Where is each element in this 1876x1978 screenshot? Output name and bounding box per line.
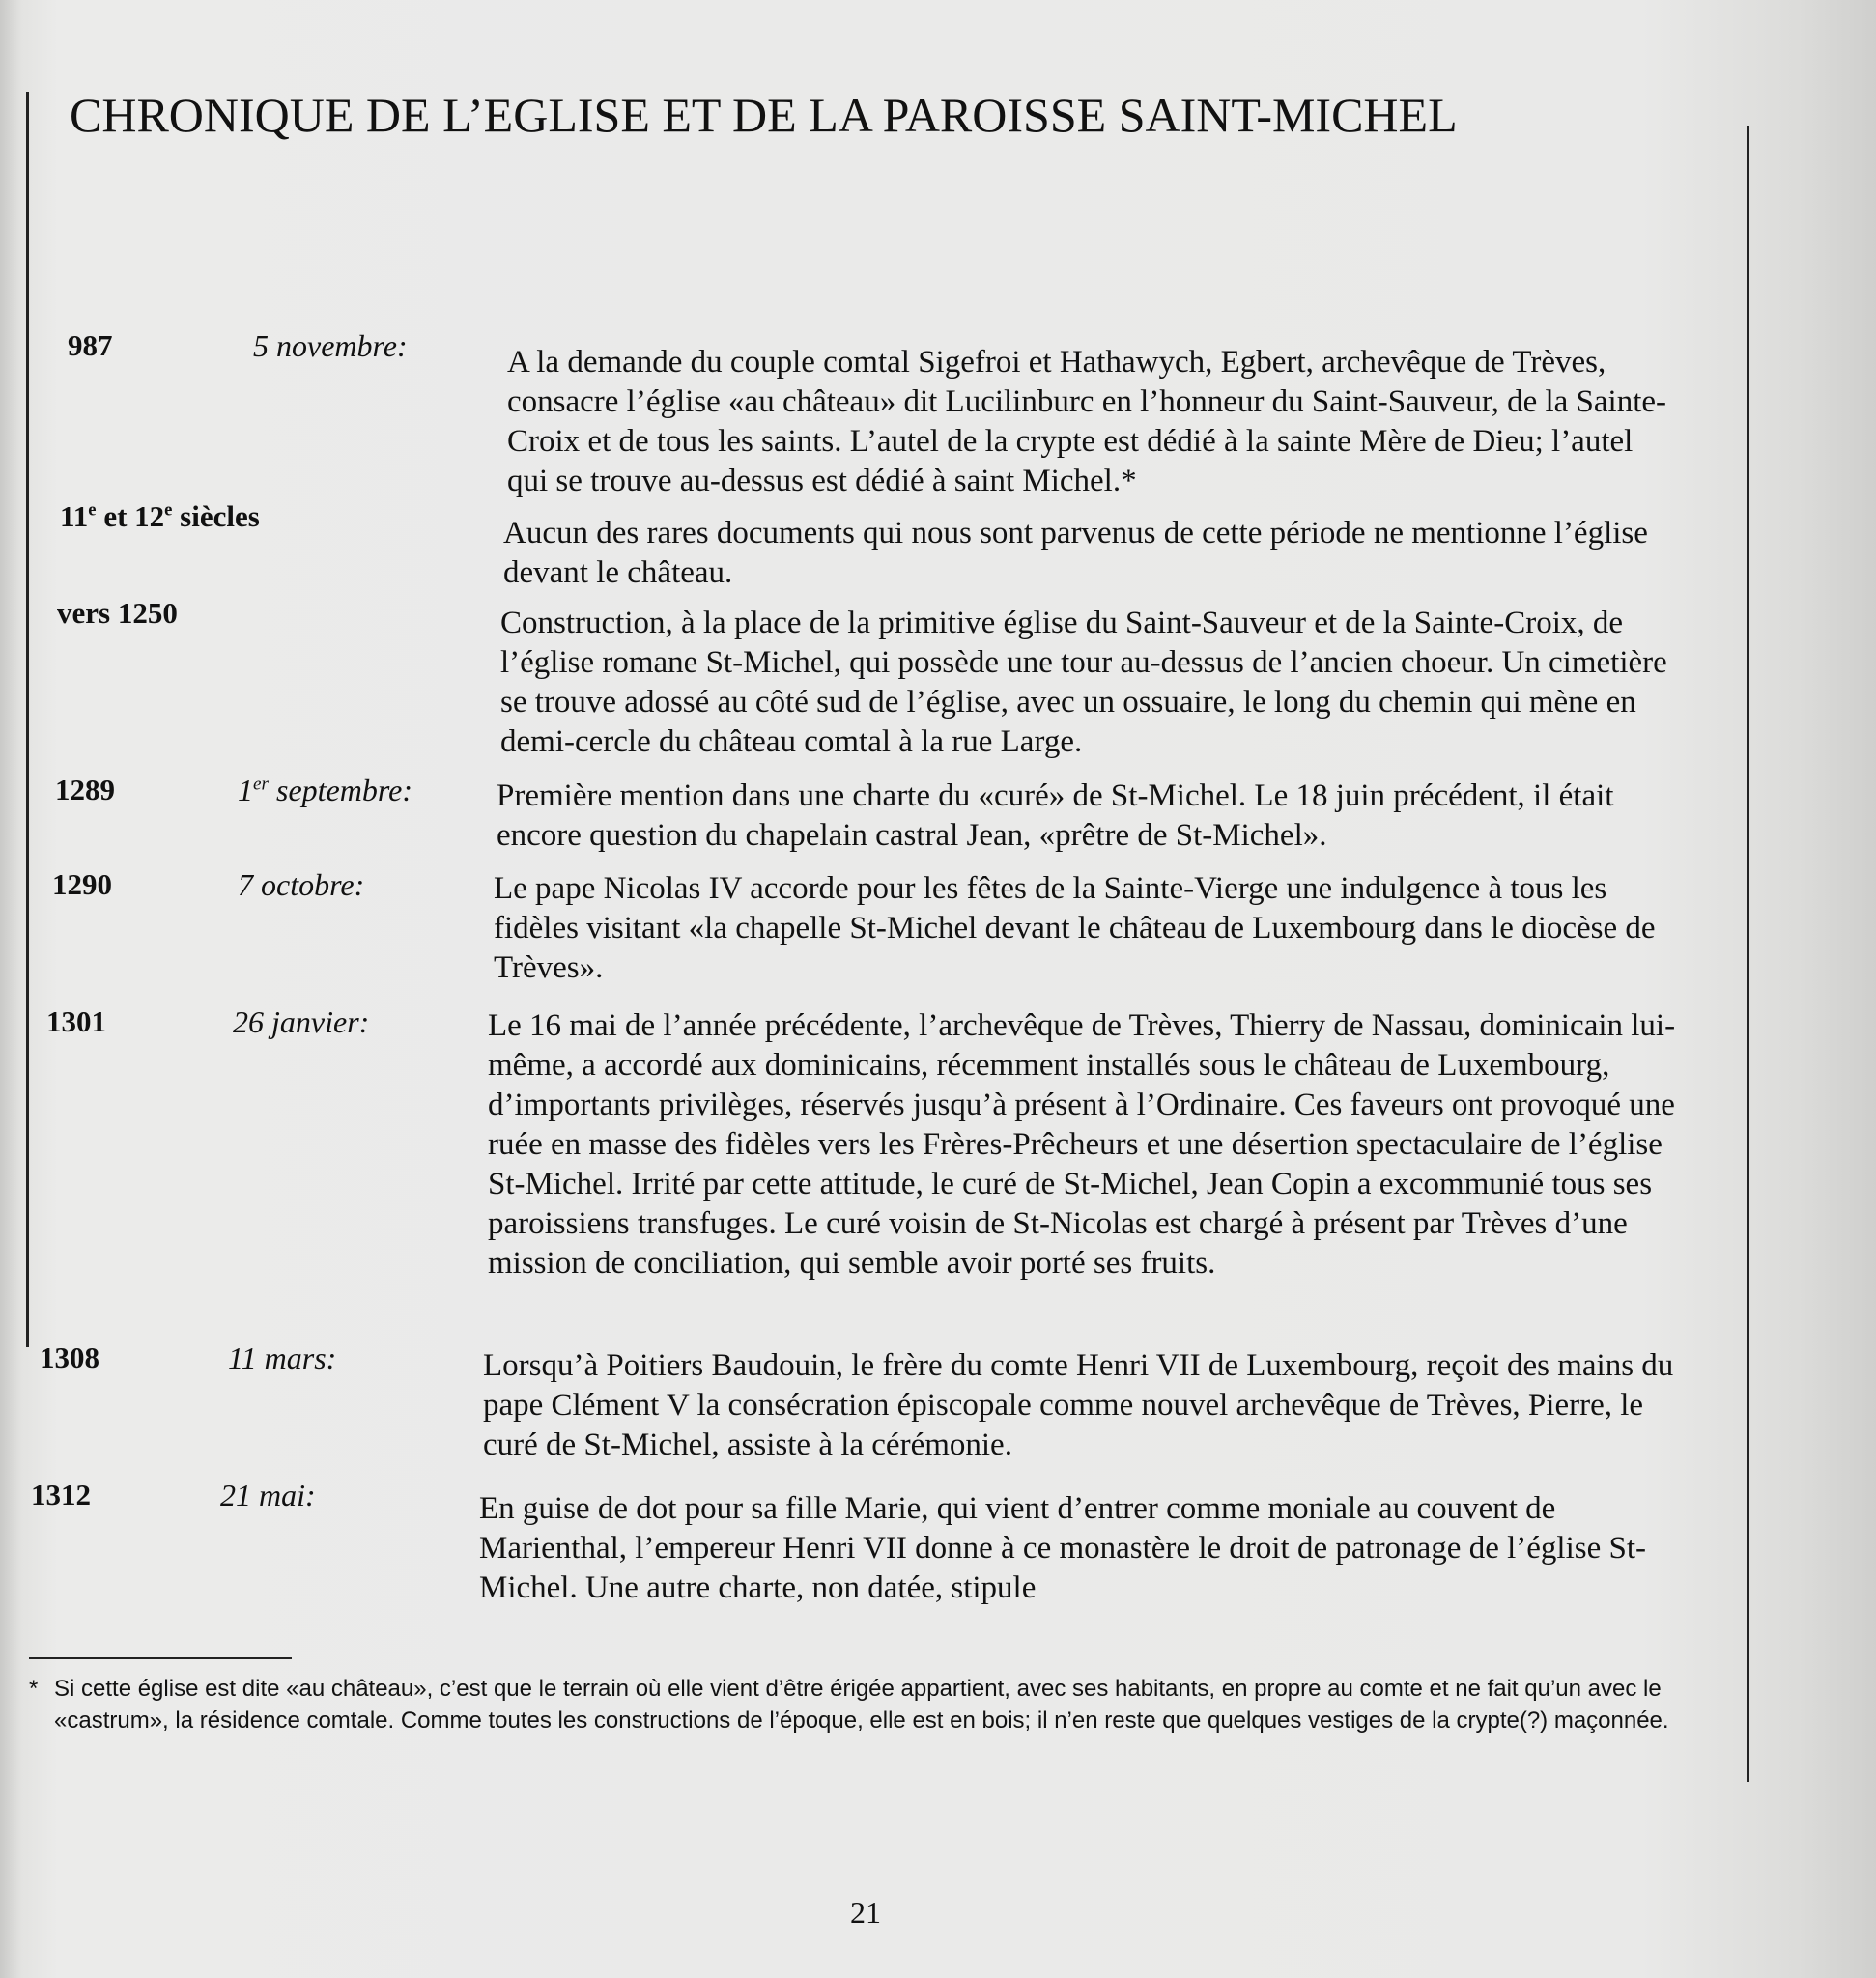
entry-date: 26 janvier: (233, 1004, 370, 1039)
footnote-rule (29, 1657, 292, 1659)
page-number: 21 (850, 1895, 881, 1930)
entry-date: 21 mai: (220, 1478, 316, 1512)
footnote-text: Si cette église est dite «au château», c’est que le terrain où elle vient d’être érigée appartient, avec ses habitants, en propre au comte et ne fait qu’un avec le «castrum», la résidence comtale. Comme toutes les constructions de l’époque, elle est en bois; il n’en reste que quelques vestiges de la crypte(?) maçonnée. (54, 1676, 1669, 1734)
entry-text: Lorsqu’à Poitiers Baudouin, le frère du comte Henri VII de Luxembourg, reçoit des mains du pape Clément V la consécration épiscopale comme nouvel archevêque de Trèves, Pierre, le curé de St-Michel, assiste à la cérémonie. (483, 1348, 1674, 1462)
entry-text: Première mention dans une charte du «curé» de St-Michel. Le 18 juin précédent, il était encore question du chapelain castral Jean, «prêtre de St-Michel». (497, 778, 1614, 853)
right-margin-rule (1747, 126, 1749, 1782)
page-title: CHRONIQUE DE L’EGLISE ET DE LA PAROISSE SAINT-MICHEL (70, 88, 1458, 142)
entry-year: 1289 (55, 773, 115, 806)
entry-year: 987 (68, 328, 113, 362)
entry-year: vers 1250 (57, 596, 178, 630)
entry-year: 11e et 12e siècles (60, 499, 260, 533)
entry-text: En guise de dot pour sa fille Marie, qui vient d’entrer comme moniale au couvent de Marienthal, l’empereur Henri VII donne à ce monastère le droit de patronage de l’église St-Michel. Une autre charte, non datée, stipule (479, 1491, 1646, 1605)
entry-text: Le 16 mai de l’année précédente, l’archevêque de Trèves, Thierry de Nassau, dominicain lui-même, a accordé aux dominicains, récemment installés sous le château de Luxembourg, d’importants privilèges, réservés jusqu’à présent à l’Ordinaire. Ces faveurs ont provoqué une ruée en masse des fidèles vers les Frères-Prêcheurs et une désertion spectaculaire de l’église St-Michel. Irrité par cette attitude, le curé de St-Michel, Jean Copin a excommunié tous ses paroissiens transfuges. Le curé voisin de St-Nicolas est chargé à présent par Trèves d’une mission de conciliation, qui semble avoir porté ses fruits. (488, 1008, 1676, 1281)
left-margin-rule (26, 92, 29, 1347)
footnote (29, 1673, 1700, 1737)
entry-year: 1290 (52, 867, 112, 901)
entry-year: 1301 (46, 1004, 106, 1038)
entry-text: A la demande du couple comtal Sigefroi et Hathawych, Egbert, archevêque de Trèves, consacre l’église «au château» dit Lucilinburc en l’honneur du Saint-Sauveur, de la Sainte-Croix et de tous les saints. L’autel de la crypte est dédié à la sainte Mère de Dieu; l’autel qui se trouve au-dessus est dédié à saint Michel.* (507, 345, 1667, 498)
entry-date: 11 mars: (228, 1341, 337, 1375)
entry-text: Aucun des rares documents qui nous sont parvenus de cette période ne mentionne l’église devant le château. (503, 516, 1648, 590)
entry-date: 1er septembre: (238, 773, 412, 807)
entry-text: Construction, à la place de la primitive église du Saint-Sauveur et de la Sainte-Croix, de l’église romane St-Michel, qui possède une tour au-dessus de l’ancien choeur. Un cimetière se trouve adossé au côté sud de l’église, avec un ossuaire, le long du chemin qui mène en demi-cercle du château comtal à la rue Large. (500, 606, 1667, 759)
entry-date: 7 octobre: (238, 867, 365, 902)
entry-year: 1312 (31, 1478, 91, 1512)
entry-date: 5 novembre: (253, 328, 408, 363)
entry-text: Le pape Nicolas IV accorde pour les fêtes de la Sainte-Vierge une indulgence à tous les fidèles visitant «la chapelle St-Michel devant le château de Luxembourg dans le diocèse de Trèves». (494, 871, 1656, 985)
entry-year: 1308 (40, 1341, 99, 1374)
footnote-marker: * (29, 1676, 39, 1702)
